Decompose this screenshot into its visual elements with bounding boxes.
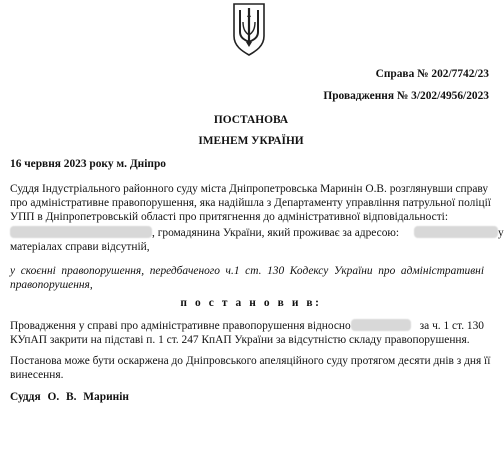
person-line-text: , громадянина України, який проживає за адресою: [152,227,400,239]
person-line-2: матеріалах справи відсутній, [10,241,150,253]
resolved-heading: п о с т а н о в и в: [180,297,322,309]
appeal-line-2: винесення. [10,369,64,381]
document-title: ПОСТАНОВА [213,114,289,126]
document-subtitle: ІМЕНЕМ УКРАЇНИ [198,135,304,147]
trident-coat-of-arms-icon [231,2,267,56]
offense-line-2: правопорушення, [10,279,93,291]
case-number: Справа № 202/7742/23 [375,68,489,80]
decision-line-1-start: Провадження у справі про адміністративне правопорушення відносно [10,320,351,332]
decision-line-2: КУпАП закрити на підставі п. 1 ст. 247 КпАП України за відсутністю складу правопорушення. [10,334,470,346]
intro-line-2: про адміністративне правопорушення, яка надійшла з Департаменту управління патрульної поліції [10,197,491,209]
appeal-line-1: Постанова може бути оскаржена до Дніпровського апеляційного суду протягом десяти днів з дня її [10,355,491,367]
offense-line-1: у скоєнні правопорушення, передбаченого ч.1 ст. 130 Кодексу України про адміністративні [10,265,484,277]
redacted-name-2 [351,319,411,331]
redacted-person-name [10,226,152,238]
proceeding-number: Провадження № 3/202/4956/2023 [323,90,489,102]
intro-line-3: УПП в Дніпропетровській області про притягнення до адміністративної відповідальності: [10,211,448,223]
decision-line-1 [10,319,484,333]
person-line [10,226,504,240]
intro-line-1: Суддя Індустріального районного суду міста Дніпропетровська Маринін О.В. розглянувши справу [10,183,489,195]
redacted-address [414,226,498,238]
person-line-end: у [497,227,504,239]
decision-line-1-end: за ч. 1 ст. 130 [419,320,484,332]
judge-signature: Суддя О. В. Маринін [10,391,129,403]
date-place: 16 червня 2023 року м. Дніпро [10,158,166,170]
